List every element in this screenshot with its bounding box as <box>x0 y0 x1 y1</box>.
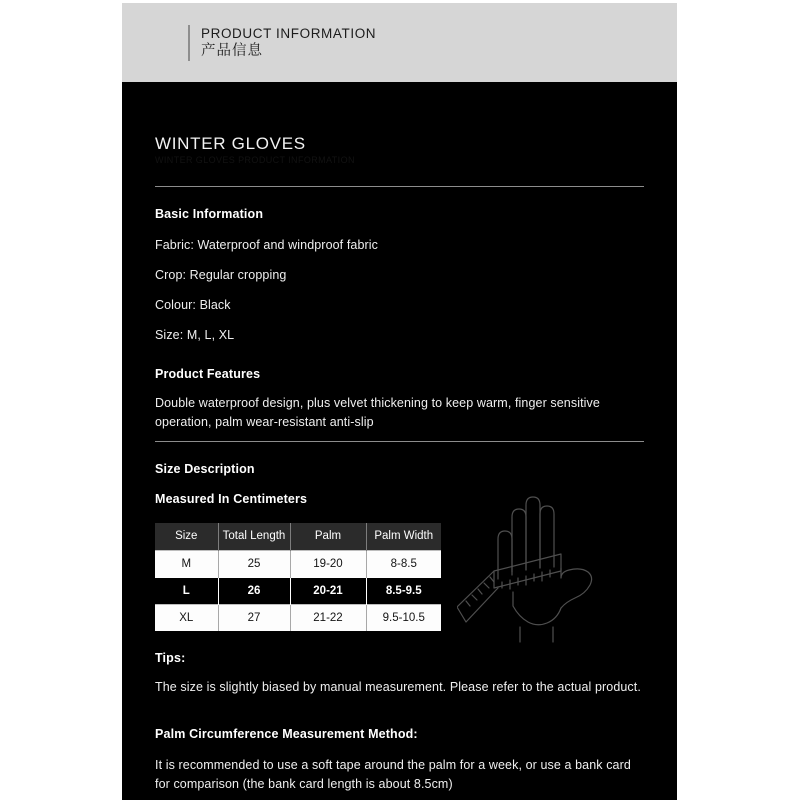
tips-heading: Tips: <box>155 651 186 665</box>
cell-size: M <box>155 550 218 577</box>
measured-in-centimeters-heading: Measured In Centimeters <box>155 492 308 506</box>
header-accent-bar-icon <box>188 25 190 61</box>
header-title-english: PRODUCT INFORMATION <box>201 26 377 41</box>
table-header-row <box>155 523 441 550</box>
content-panel <box>122 82 677 800</box>
page-title: WINTER GLOVES <box>155 134 306 153</box>
cell-palm-width: 8.5-9.5 <box>366 577 441 604</box>
table-header-palm: Palm <box>290 523 366 550</box>
table-header-palm-width: Palm Width <box>366 523 441 550</box>
table-header-size: Size <box>155 523 218 550</box>
header-band <box>122 3 677 82</box>
size-table-wrapper <box>155 523 441 631</box>
cell-palm: 20-21 <box>290 577 366 604</box>
palm-circumference-body: It is recommended to use a soft tape around the palm for a week, or use a bank card for comparison (the bank card length is about 8.5cm) <box>155 758 631 791</box>
hand-measurement-illustration <box>457 482 657 654</box>
cell-total-length: 27 <box>218 604 290 631</box>
table-row <box>155 604 441 631</box>
cell-palm-width: 8-8.5 <box>366 550 441 577</box>
table-row <box>155 550 441 577</box>
header-text-group <box>201 25 376 61</box>
product-features-heading: Product Features <box>155 367 261 381</box>
size-table <box>155 523 441 631</box>
cell-size: L <box>155 577 218 604</box>
cell-total-length: 25 <box>218 550 290 577</box>
table-header-total-length: Total Length <box>218 523 290 550</box>
cell-total-length: 26 <box>218 577 290 604</box>
divider-top <box>155 186 644 187</box>
divider-middle <box>155 441 644 442</box>
cell-size: XL <box>155 604 218 631</box>
size-description-heading: Size Description <box>155 462 255 476</box>
hand-with-measuring-tape-icon <box>457 482 657 654</box>
basic-information-colour: Colour: Black <box>155 298 231 312</box>
basic-information-heading: Basic Information <box>155 207 264 221</box>
tips-body: The size is slightly biased by manual measurement. Please refer to the actual product. <box>155 680 641 694</box>
product-features-body: Double waterproof design, plus velvet thickening to keep warm, finger sensitive operation, palm wear-resistant anti-slip <box>155 396 600 429</box>
cell-palm-width: 9.5-10.5 <box>366 604 441 631</box>
page-subtitle: WINTER GLOVES PRODUCT INFORMATION <box>155 155 355 165</box>
table-row <box>155 577 441 604</box>
cell-palm: 21-22 <box>290 604 366 631</box>
header-title-chinese: 产品信息 <box>201 43 263 59</box>
basic-information-crop: Crop: Regular cropping <box>155 268 287 282</box>
header-title-group <box>188 25 376 61</box>
cell-palm: 19-20 <box>290 550 366 577</box>
palm-circumference-heading: Palm Circumference Measurement Method: <box>155 727 418 741</box>
basic-information-fabric: Fabric: Waterproof and windproof fabric <box>155 238 378 252</box>
basic-information-size: Size: M, L, XL <box>155 328 235 342</box>
